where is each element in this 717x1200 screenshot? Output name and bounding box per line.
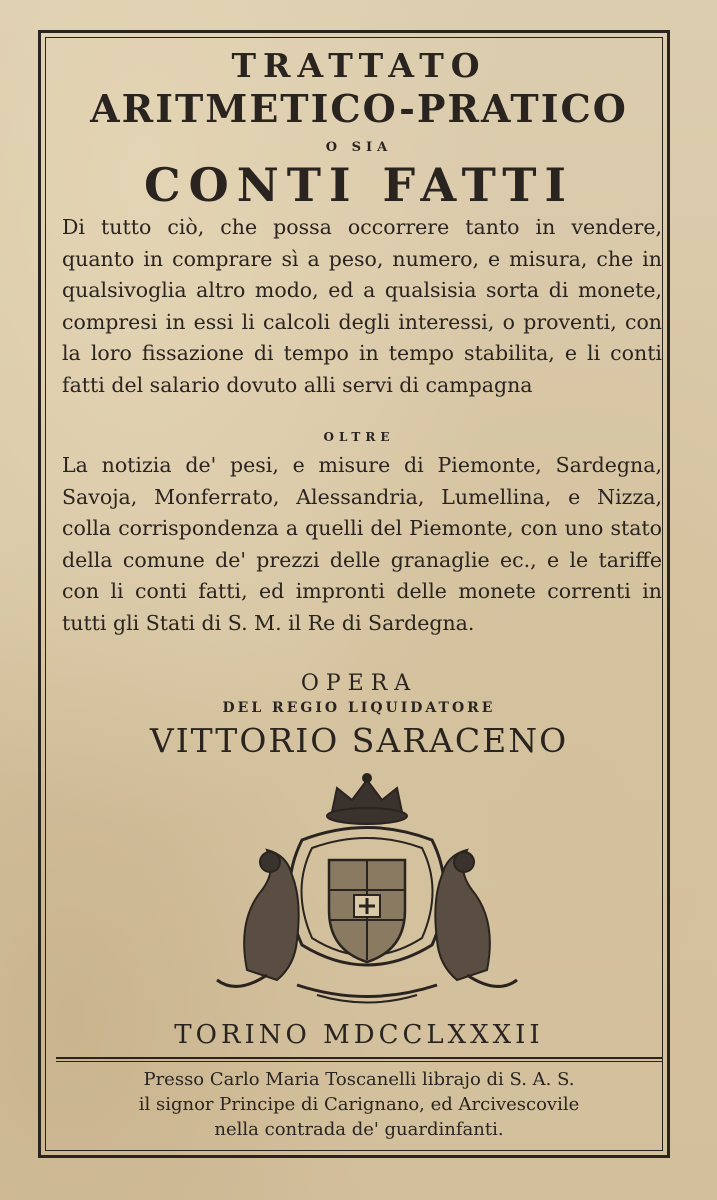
- place-and-date: TORINO MDCCLXXXII: [174, 1020, 544, 1050]
- description-text-2: La notizia de' pesi, e misure di Piemonte, Sardegna, Savoja, Monferrato, Alessandria, Lumellina, e Nizza, colla corrispondenza a quelli del Piemonte, con uno stato della comune de' prezzi delle granaglie ec., e le tariffe con li conti fatti, ed impronti delle monete correnti in tutti gli Stati di S. M. il Re di Sardegna.: [62, 453, 662, 635]
- title-connector: O SIA: [325, 140, 393, 155]
- oltre-heading: OLTRE: [323, 430, 395, 444]
- title-line-3: CONTI FATTI: [144, 158, 574, 212]
- imprint-divider-thin: [56, 1061, 662, 1062]
- description-text: Di tutto ciò, che possa occorrere tanto in vendere, quanto in comprare sì a peso, numero, e misura, che in qualsivoglia altro modo, ed a qualsisia sorta di monete, compresi in essi li calcoli degli interessi, o proventi, con la loro fissazione di tempo in tempo stabilita, e li conti fatti del salario dovuto alli servi di campagna: [62, 215, 662, 397]
- author-name: VITTORIO SARACENO: [149, 721, 569, 760]
- imprint-divider: [56, 1057, 662, 1059]
- imprint-line-3: nella contrada de' guardinfanti.: [214, 1119, 504, 1140]
- title-line-1: TRATTATO: [231, 46, 487, 85]
- imprint-line-2: il signor Principe di Carignano, ed Arcivescovile: [138, 1094, 580, 1115]
- royal-coat-of-arms-icon: [207, 770, 527, 1010]
- title-line-2: ARITMETICO-PRATICO: [90, 86, 628, 131]
- imprint-line-1: Presso Carlo Maria Toscanelli librajo di S. A. S.: [143, 1069, 575, 1090]
- opera-heading: OPERA: [300, 671, 418, 696]
- author-title: DEL REGIO LIQUIDATORE: [222, 700, 496, 716]
